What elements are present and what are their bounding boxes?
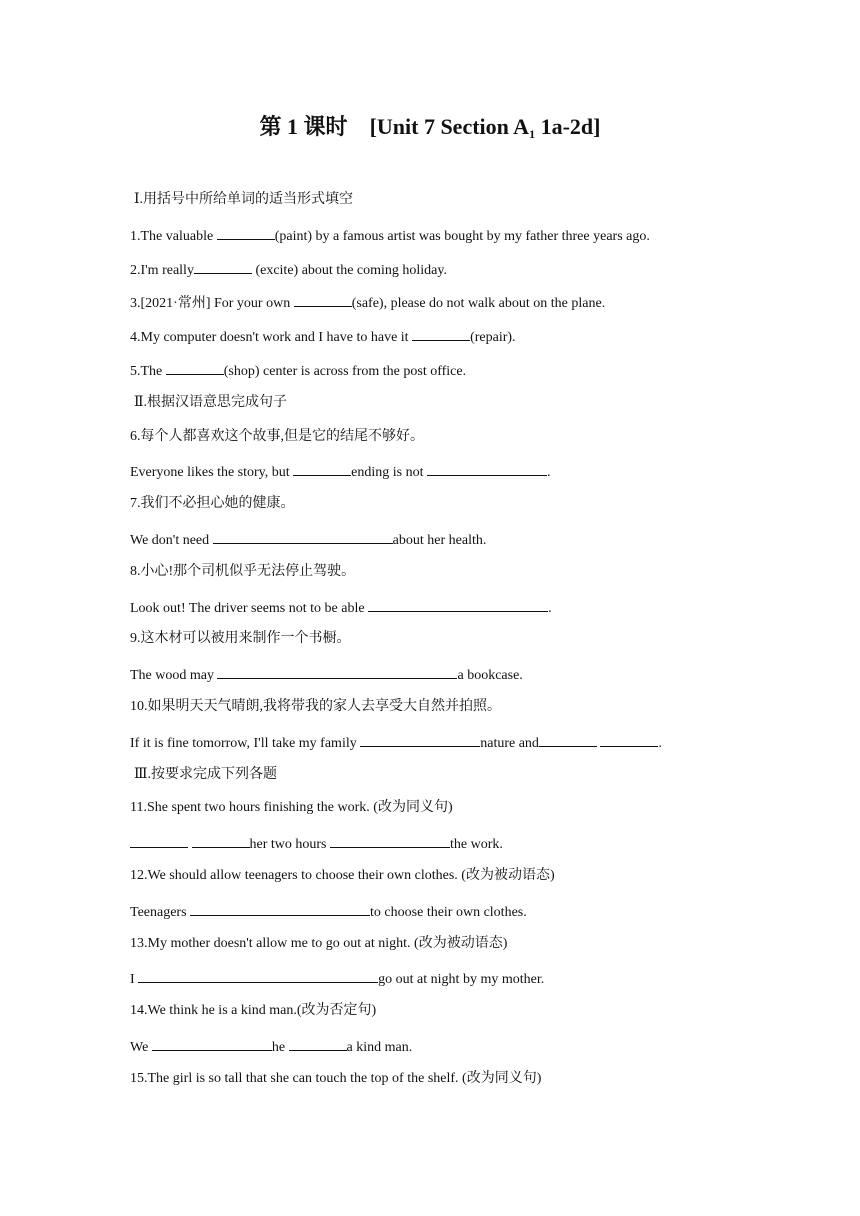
question-15-prompt: 15.The girl is so tall that she can touch the top of the shelf. (改为同义句): [130, 1070, 542, 1086]
section-title: .按要求完成下列各题: [147, 766, 278, 782]
question-text: We: [130, 1039, 152, 1055]
question-text: I: [130, 972, 139, 988]
answer-blank[interactable]: [412, 324, 470, 341]
question-text: (repair).: [470, 330, 516, 346]
answer-blank[interactable]: [427, 459, 547, 476]
answer-blank[interactable]: [213, 527, 393, 544]
question-text: a kind man.: [346, 1039, 413, 1055]
page-title: [0, 112, 860, 142]
question-10-answer: [130, 730, 830, 764]
question-14-prompt: 14.We think he is a kind man.(改为否定句): [130, 1003, 377, 1019]
question-1: [130, 223, 830, 257]
question-6-prompt: 6.每个人都喜欢这个故事,但是它的结尾不够好。: [130, 428, 424, 444]
question-2: [130, 257, 830, 291]
question-11-answer: [130, 831, 830, 865]
question-text: to choose their own clothes.: [370, 904, 527, 920]
exercise-body: [130, 189, 830, 1102]
question-text: Everyone likes the story, but: [130, 465, 294, 481]
question-9-prompt: 9.这木材可以被用来制作一个书橱。: [130, 631, 351, 647]
question-text: go out at night by my mother.: [378, 972, 545, 988]
question-text: We don't need: [130, 532, 213, 548]
question-8-answer: [130, 595, 830, 629]
question-12-prompt: 12.We should allow teenagers to choose their own clothes. (改为被动语态): [130, 867, 555, 883]
answer-blank[interactable]: [360, 730, 480, 747]
question-11-prompt: 11.She spent two hours finishing the work. (改为同义句): [130, 800, 453, 816]
question-text: .: [658, 735, 662, 751]
title-en: [Unit 7 Section A: [369, 114, 530, 139]
section-title: .用括号中所给单词的适当形式填空: [139, 192, 354, 207]
question-text: (paint) by a famous artist was bought by my father three years ago.: [274, 228, 650, 244]
question-text: about her health.: [392, 532, 487, 548]
question-text: .: [548, 600, 552, 616]
question-text: 4.My computer doesn't work and I have to have it: [130, 330, 413, 346]
question-text: Look out! The driver seems not to be able: [130, 600, 369, 616]
answer-blank[interactable]: [289, 1034, 347, 1051]
roman-numeral: Ⅱ: [134, 394, 144, 410]
question-text: her two hours: [249, 837, 330, 853]
title-end: 1a-2d]: [535, 114, 601, 139]
question-text: The wood may: [130, 668, 218, 684]
answer-blank[interactable]: [368, 595, 548, 612]
answer-blank[interactable]: [192, 831, 250, 848]
question-text: If it is fine tomorrow, I'll take my family: [130, 735, 361, 751]
question-text: (shop) center is across from the post office.: [223, 363, 467, 379]
answer-blank[interactable]: [138, 966, 378, 983]
question-text: a bookcase.: [457, 668, 523, 684]
answer-blank[interactable]: [152, 1034, 272, 1051]
question-9-answer: [130, 662, 830, 696]
answer-blank[interactable]: [130, 831, 188, 848]
question-text: the work.: [450, 837, 503, 853]
question-text: (safe), please do not walk about on the plane.: [351, 296, 606, 312]
question-text: 1.The valuable: [130, 228, 217, 244]
question-5: [130, 358, 830, 392]
answer-blank[interactable]: [217, 662, 457, 679]
question-text: he: [271, 1039, 289, 1055]
section-title: .根据汉语意思完成句子: [143, 394, 288, 410]
title-subscript: 1: [529, 127, 536, 141]
question-3: [130, 290, 830, 324]
answer-blank[interactable]: [330, 831, 450, 848]
question-7-answer: [130, 527, 830, 561]
answer-blank[interactable]: [166, 358, 224, 375]
question-6-answer: [130, 459, 830, 493]
title-cn: 第 1 课时: [259, 114, 348, 139]
roman-numeral: Ⅰ: [134, 192, 140, 207]
question-13-answer: [130, 966, 830, 1000]
question-text: 2.I'm really: [130, 262, 194, 278]
section-heading: [130, 392, 830, 426]
answer-blank[interactable]: [294, 290, 352, 307]
question-13-prompt: 13.My mother doesn't allow me to go out at night. (改为被动语态): [130, 935, 508, 951]
answer-blank[interactable]: [293, 459, 351, 476]
section-heading: [130, 189, 830, 223]
question-text: 3.[2021·常州] For your own: [130, 296, 294, 312]
question-text: 5.The: [130, 363, 166, 379]
question-text: .: [547, 465, 551, 481]
answer-blank[interactable]: [539, 730, 597, 747]
question-14-answer: [130, 1034, 830, 1068]
question-text: nature and: [480, 735, 539, 751]
answer-blank[interactable]: [190, 899, 370, 916]
answer-blank[interactable]: [600, 730, 658, 747]
question-10-prompt: 10.如果明天天气晴朗,我将带我的家人去享受大自然并拍照。: [130, 698, 501, 714]
answer-blank[interactable]: [217, 223, 275, 240]
question-12-answer: [130, 899, 830, 933]
question-text: (excite) about the coming holiday.: [255, 262, 447, 278]
question-7-prompt: 7.我们不必担心她的健康。: [130, 496, 295, 512]
question-4: [130, 324, 830, 358]
roman-numeral: Ⅲ: [134, 766, 148, 782]
answer-blank[interactable]: [194, 257, 252, 274]
question-text: Teenagers: [130, 904, 191, 920]
section-heading: [130, 764, 830, 798]
question-text: ending is not: [351, 465, 428, 481]
question-8-prompt: 8.小心!那个司机似乎无法停止驾驶。: [130, 563, 356, 579]
